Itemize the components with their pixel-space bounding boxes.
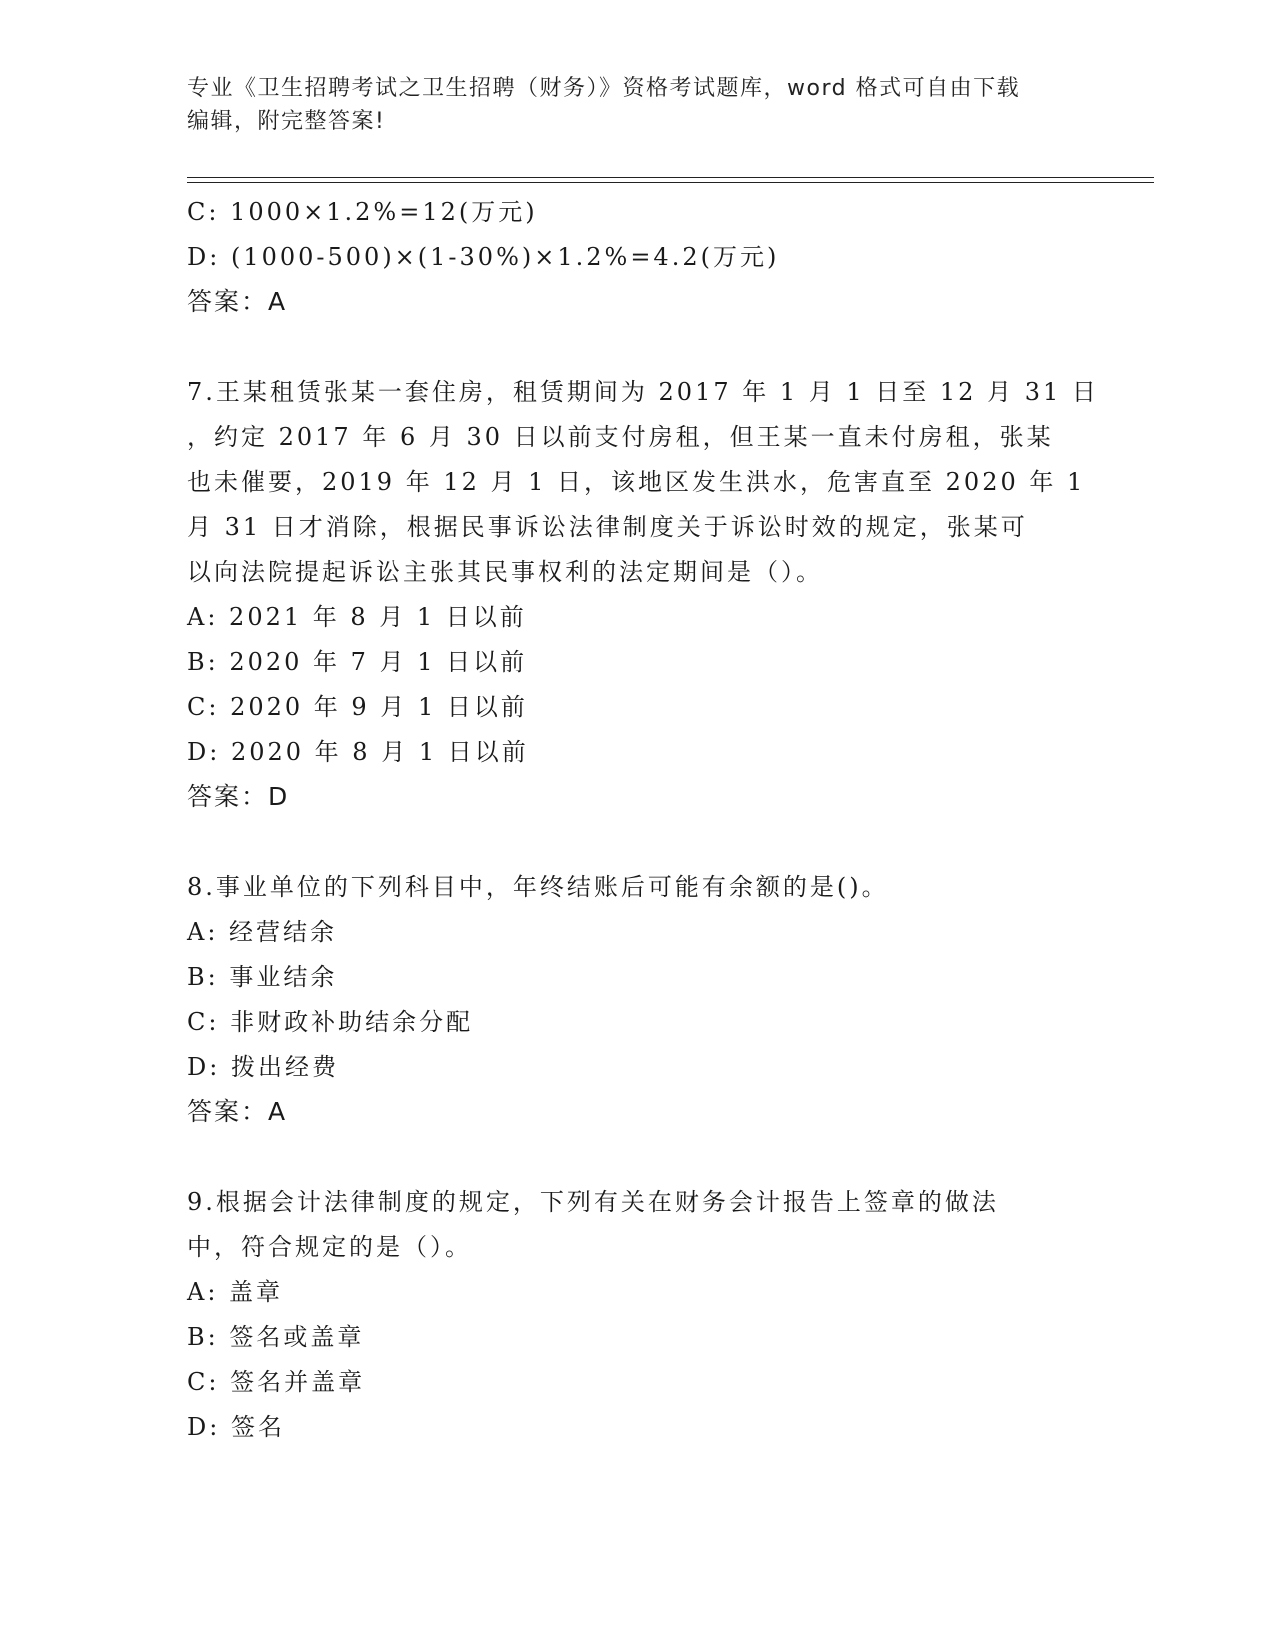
q8-option-d: D: 拨出经费 (187, 1053, 339, 1081)
header-line-1: 专业《卫生招聘考试之卫生招聘（财务）》资格考试题库，word 格式可自由下载 (187, 76, 1021, 101)
header-divider-bottom (187, 182, 1154, 183)
q7-stem-line-5: 以向法院提起诉讼主张其民事权利的法定期间是（）。 (187, 558, 823, 586)
prev-answer: 答案：A (187, 287, 288, 316)
document-header (187, 72, 1067, 138)
header-line-2: 编辑，附完整答案! (187, 109, 386, 134)
q7-option-a: A: 2021 年 8 月 1 日以前 (187, 603, 527, 631)
q9-option-d: D: 签名 (187, 1413, 285, 1441)
q7-stem-line-3: 也未催要，2019 年 12 月 1 日，该地区发生洪水，危害直至 2020 年 1 (187, 468, 1086, 496)
q7-stem-line-2: ，约定 2017 年 6 月 30 日以前支付房租，但王某一直未付房租，张某 (187, 423, 1054, 451)
q9-option-c: C: 签名并盖章 (187, 1368, 366, 1396)
q9-option-a: A: 盖章 (187, 1278, 284, 1306)
q7-stem-line-1: 7.王某租赁张某一套住房，租赁期间为 2017 年 1 月 1 日至 12 月 31 日 (187, 378, 1099, 406)
q7-option-c: C: 2020 年 9 月 1 日以前 (187, 693, 528, 721)
q8-option-a: A: 经营结余 (187, 918, 338, 946)
q7-stem-line-4: 月 31 日才消除，根据民事诉讼法律制度关于诉讼时效的规定，张某可 (187, 513, 1028, 541)
prev-option-d: D: (1000-500)×(1-30%)×1.2%=4.2(万元) (187, 243, 780, 271)
q9-stem-line-1: 9.根据会计法律制度的规定，下列有关在财务会计报告上签章的做法 (187, 1188, 999, 1216)
q8-stem: 8.事业单位的下列科目中，年终结账后可能有余额的是()。 (187, 873, 889, 901)
header-divider-top (187, 177, 1154, 178)
q8-option-c: C: 非财政补助结余分配 (187, 1008, 474, 1036)
q8-answer: 答案：A (187, 1097, 288, 1126)
q9-stem-line-2: 中，符合规定的是（）。 (187, 1233, 472, 1261)
q8-option-b: B: 事业结余 (187, 963, 338, 991)
q7-option-b: B: 2020 年 7 月 1 日以前 (187, 648, 528, 676)
q9-option-b: B: 签名或盖章 (187, 1323, 365, 1351)
q7-answer: 答案：D (187, 782, 290, 811)
prev-option-c: C: 1000×1.2%=12(万元) (187, 198, 538, 226)
q7-option-d: D: 2020 年 8 月 1 日以前 (187, 738, 529, 766)
